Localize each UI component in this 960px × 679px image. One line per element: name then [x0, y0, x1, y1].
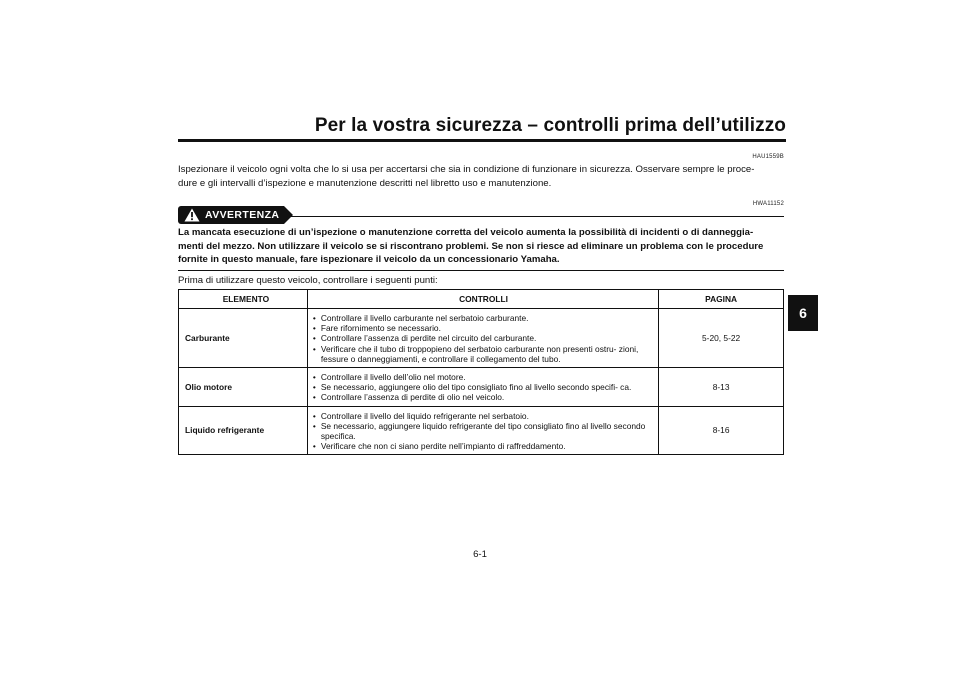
check-item: • Controllare l’assenza di perdite di olio nel veicolo. — [313, 392, 654, 402]
section-code: HAU1559B — [752, 154, 784, 160]
warning-code: HWA11152 — [752, 201, 784, 207]
warning-rule — [286, 216, 784, 217]
intro-line: dure e gli intervalli d’ispezione e manutenzione descritti nel libretto uso e manutenzione. — [178, 177, 552, 189]
row-item: Liquido refrigerante — [179, 406, 308, 455]
table-row — [179, 406, 784, 455]
row-item: Carburante — [179, 309, 308, 368]
warning-line: La mancata esecuzione di un’ispezione o manutenzione corretta del veicolo aumenta la possibilità di incidenti o di danneggia- — [178, 227, 754, 238]
row-checks — [307, 368, 658, 407]
page-title: Per la vostra sicurezza – controlli prima dell’utilizzo — [314, 115, 786, 136]
check-item: • Controllare il livello carburante nel serbatoio carburante. — [313, 313, 654, 323]
header-element: ELEMENTO — [179, 290, 308, 309]
header-page: PAGINA — [659, 290, 784, 309]
warning-line: menti del mezzo. Non utilizzare il veicolo se si riscontrano problemi. Se non si riesce ad eliminare un problema con le procedure — [178, 240, 764, 252]
chapter-tab[interactable]: 6 — [788, 295, 818, 331]
table-row — [179, 368, 784, 407]
check-item: • Se necessario, aggiungere olio del tipo consigliato fino al livello secondo specifi- ca. — [313, 382, 654, 392]
title-rule — [178, 139, 786, 142]
intro-line: Ispezionare il veicolo ogni volta che lo si usa per accertarsi che sia in condizione di funzionare in sicurezza. Osservare sempre le proce- — [178, 164, 755, 175]
check-item: • Verificare che non ci siano perdite nell’impianto di raffreddamento. — [313, 441, 654, 451]
warning-bottom-rule — [178, 270, 784, 271]
warning-line: fornite in questo manuale, fare ispezionare il veicolo da un concessionario Yamaha. — [178, 254, 560, 265]
header-checks: CONTROLLI — [307, 290, 658, 309]
table-row — [179, 309, 784, 368]
pre-table-text: Prima di utilizzare questo veicolo, controllare i seguenti punti: — [178, 275, 438, 286]
warning-triangle-icon — [184, 208, 200, 222]
row-page: 5-20, 5-22 — [659, 309, 784, 368]
check-item: • Verificare che il tubo di troppopieno del serbatoio carburante non presenti ostru- zioni, fessure o danneggiamenti, e controllare il collegamento del tubo. — [313, 344, 654, 364]
warning-label: AVVERTENZA — [205, 209, 280, 221]
row-item: Olio motore — [179, 368, 308, 407]
table-header-row — [179, 290, 784, 309]
check-item: • Controllare il livello dell’olio nel motore. — [313, 372, 654, 382]
warning-badge — [178, 206, 284, 224]
row-checks — [307, 309, 658, 368]
checks-table — [178, 289, 784, 455]
check-item: • Controllare l’assenza di perdite nel circuito del carburante. — [313, 333, 654, 343]
check-item: • Fare rifornimento se necessario. — [313, 323, 654, 333]
row-checks — [307, 406, 658, 455]
row-page: 8-13 — [659, 368, 784, 407]
intro-paragraph — [178, 163, 784, 190]
row-page: 8-16 — [659, 406, 784, 455]
check-item: • Se necessario, aggiungere liquido refrigerante del tipo consigliato fino al livello secondo specifica. — [313, 421, 654, 441]
warning-text — [178, 226, 784, 267]
check-item: • Controllare il livello del liquido refrigerante nel serbatoio. — [313, 411, 654, 421]
page-number: 6-1 — [473, 549, 487, 560]
